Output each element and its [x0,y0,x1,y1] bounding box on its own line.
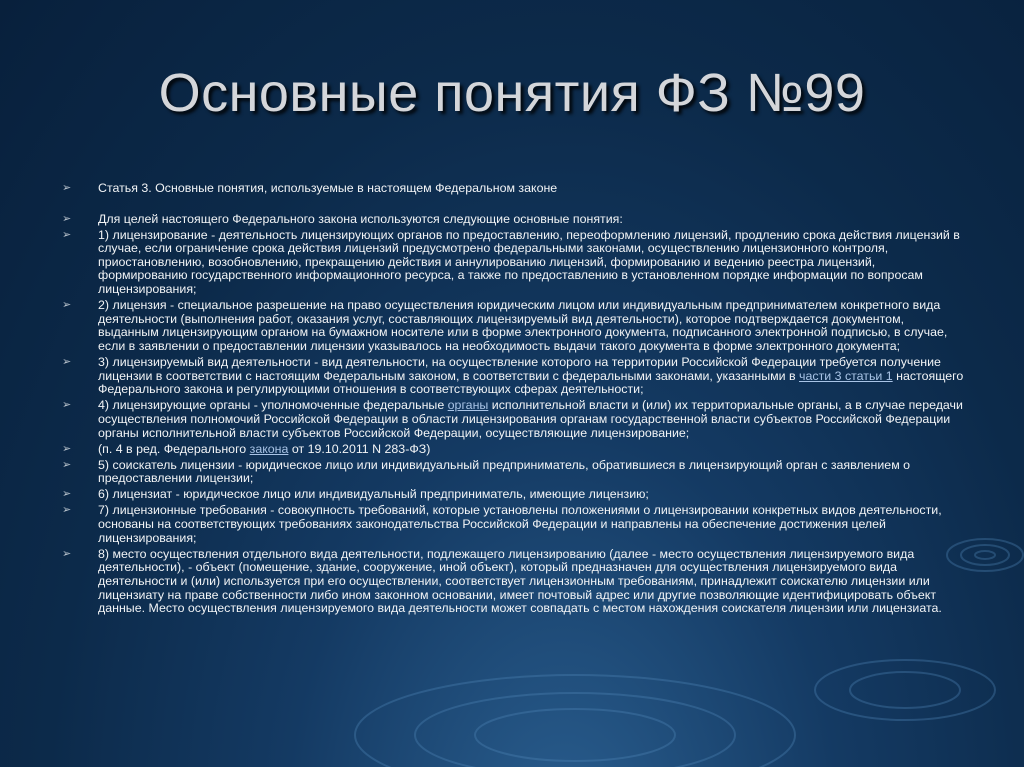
slide-title: Основные понятия ФЗ №99 [158,63,866,123]
item-text: (п. 4 в ред. Федерального [98,441,250,456]
list-item [62,182,967,196]
arrow-bullet-icon: ➢ [62,547,72,560]
link-organs[interactable]: органы [447,398,489,413]
arrow-bullet-icon: ➢ [62,182,72,194]
list-item [62,213,967,227]
list-item [62,399,967,440]
list-item [62,504,967,545]
arrow-bullet-icon: ➢ [62,356,72,369]
list-item [62,488,967,502]
arrow-bullet-icon: ➢ [62,399,72,412]
item-text: от 19.10.2011 N 283-ФЗ) [288,441,431,456]
list-item [62,548,967,616]
arrow-bullet-icon: ➢ [62,299,72,312]
item-text: 4) лицензирующие органы - уполномоченные федеральные [98,398,448,413]
list-item [62,443,967,457]
item-text: Для целей настоящего Федерального закона используются следующие основные понятия: [98,211,623,226]
list-item [62,356,967,397]
link-law[interactable]: закона [249,441,289,456]
list-item [62,229,967,297]
item-text: 7) лицензионные требования - совокупность требований, которые установлены положениями о лицензировании конкретных видов деятельности, основаны на соответствующих требованиях законодательства Российской Федерации и направлены на обеспечение достижения целей лицензирования; [98,503,942,545]
list-item [62,299,967,353]
item-text: 6) лицензиат - юридическое лицо или индивидуальный предприниматель, имеющие лицензию; [98,487,649,502]
slide-body [62,182,967,618]
item-text: 3) лицензируемый вид деятельности - вид деятельности, на осуществление которого на территории Российской Федерации требуется получение лицензии в соответствии с настоящим Федеральным законом, в соответствии с федеральными законами, указанными в [98,355,941,383]
item-text: 2) лицензия - специальное разрешение на право осуществления юридическим лицом или индивидуальным предпринимателем конкретного вида деятельности (выполнения работ, оказания услуг, составляющих лицензируемый вид деятельности), которое подтверждается документом, выданным лицензирующим органом на бумажном носителе или в форме электронного документа, подписанного электронной подписью, в случае, если в заявлении о предоставлении лицензии указывалось на необходимость выдачи такого документа в форме электронного документа; [98,298,948,353]
link-part-3-article-1[interactable]: части 3 статьи 1 [799,368,893,383]
list-item [62,459,967,486]
arrow-bullet-icon: ➢ [62,504,72,517]
arrow-bullet-icon: ➢ [62,228,72,241]
arrow-bullet-icon: ➢ [62,212,72,225]
arrow-bullet-icon: ➢ [62,488,72,501]
item-text: Статья 3. Основные понятия, используемые в настоящем Федеральном законе [98,181,558,195]
item-text: исполнительной власти и (или) их территориальные органы, а в случае передачи осуществления полномочий Российской Федерации в области лицензирования органам государственной власти субъектов Российской Федерации органы исполнительной власти субъектов Российской Федерации, осуществляющие лицензирование; [98,398,963,440]
item-text: настоящего Федерального закона и регулирующими отношения в соответствующих сферах деятельности; [98,368,964,397]
arrow-bullet-icon: ➢ [62,442,72,455]
arrow-bullet-icon: ➢ [62,458,72,471]
item-text: 1) лицензирование - деятельность лицензирующих органов по предоставлению, переоформлению лицензий, продлению срока действия лицензий в случае, если ограничение срока действия лицензий предусмотрено федеральными законами, осуществлению лицензионного контроля, приостановлению, возобновлению, прекращению действия и аннулированию лицензий, формированию и ведению реестра лицензий, формированию государственного информационного ресурса, а также по предоставлению в установленном порядке информации по вопросам лицензирования; [98,227,960,297]
item-text: 8) место осуществления отдельного вида деятельности, подлежащего лицензированию (далее - место осуществления лицензируемого вида деятельности), - объект (помещение, здание, сооружение, иной объект), который предназначен для осуществления лицензируемого вида деятельности и (или) используется при его осуществлении, соответствует лицензионным требованиям, принадлежит соискателю лицензии или лицензиату на праве собственности либо ином законном основании, имеет почтовый адрес или другие позволяющие идентифицировать объект данные. Место осуществления лицензируемого вида деятельности может совпадать с местом нахождения соискателя лицензии или лицензиата. [98,546,942,616]
item-text: 5) соискатель лицензии - юридическое лицо или индивидуальный предприниматель, обратившиеся в лицензирующий орган с заявлением о предоставлении лицензии; [98,457,911,486]
